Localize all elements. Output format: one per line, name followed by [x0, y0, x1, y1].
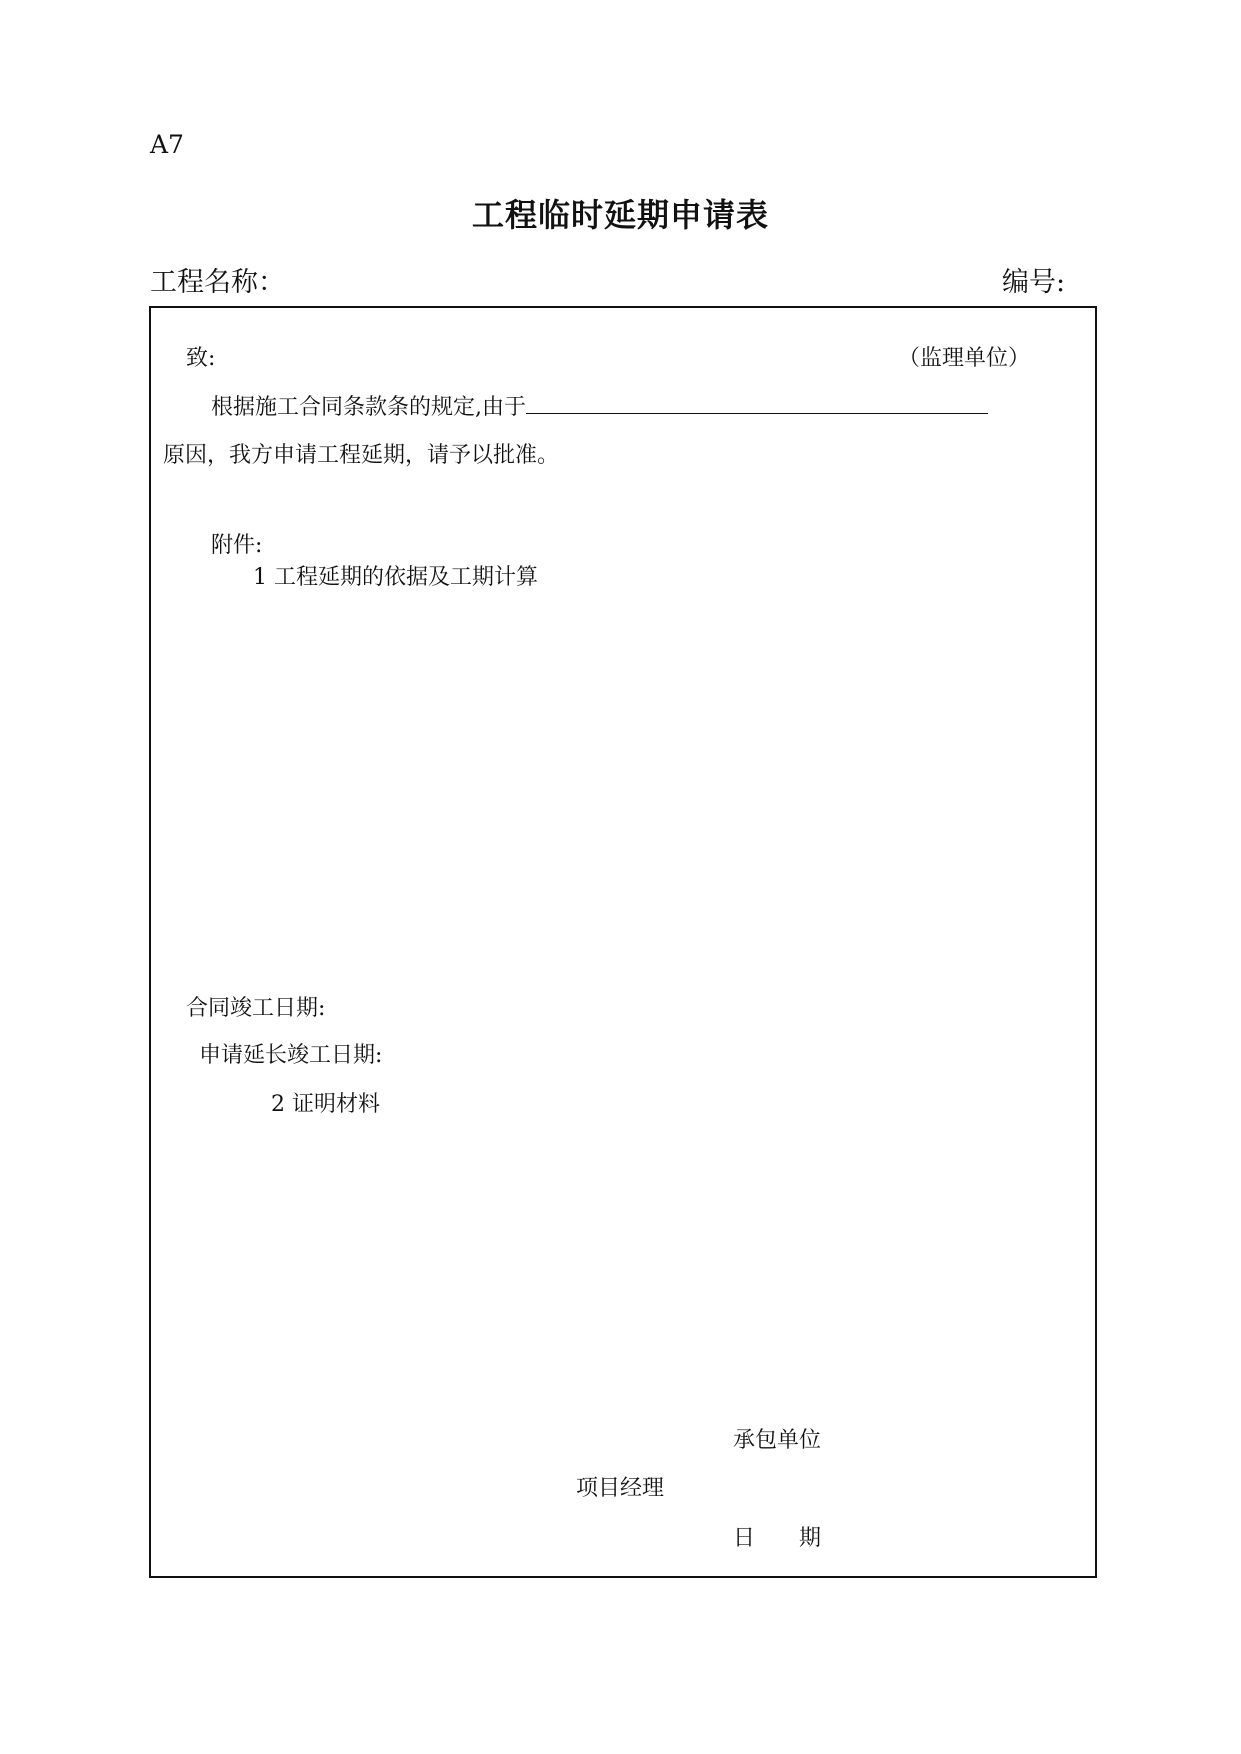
attachment-item-2: 2 证明材料	[271, 1092, 380, 1117]
project-manager-label: 项目经理	[576, 1476, 665, 1501]
extended-completion-date-label: 申请延长竣工日期:	[199, 1043, 383, 1068]
date-label: 日 期	[733, 1526, 822, 1551]
contract-completion-date-label: 合同竣工日期:	[186, 996, 326, 1021]
reason-intro-text: 根据施工合同条款条的规定,由于	[211, 395, 526, 420]
reason-line	[211, 390, 988, 421]
project-name-label: 工程名称：	[150, 267, 285, 298]
supervisor-unit-label: （监理单位）	[898, 346, 1031, 371]
attachment-label: 附件:	[211, 533, 263, 558]
form-frame	[149, 306, 1097, 1578]
reason-blank-line	[526, 393, 988, 414]
reason-continuation: 原因，我方申请工程延期，请予以批准。	[163, 443, 560, 468]
document-number-label: 编号:	[1002, 267, 1066, 298]
attachment-item-1: 1 工程延期的依据及工期计算	[253, 565, 538, 590]
page-title: 工程临时延期申请表	[471, 196, 769, 234]
contractor-unit-label: 承包单位	[733, 1428, 822, 1453]
to-label: 致:	[186, 346, 216, 371]
form-code: A7	[150, 130, 184, 159]
